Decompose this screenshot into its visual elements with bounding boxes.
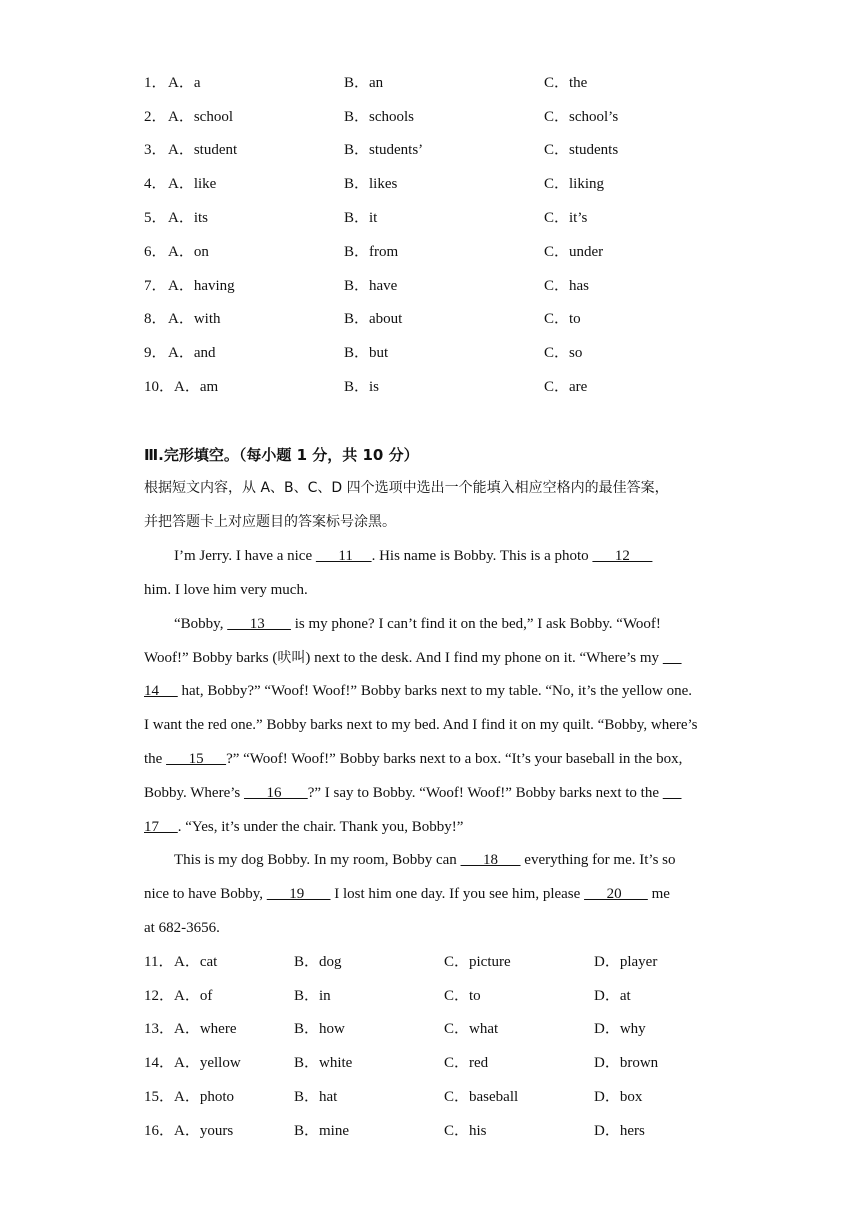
passage-line: Woof!” Bobby barks (吠叫) next to the desk. And I find my phone on it. “Where’s my — [144, 648, 719, 668]
blank-14-start — [663, 650, 682, 666]
option-a: A．student — [168, 142, 238, 158]
option-b: B．an — [344, 75, 384, 91]
passage-line: nice to have Bobby, 19 I lost him one day. If you see him, please 20 me — [144, 886, 670, 902]
blank-13: 13 — [227, 616, 291, 632]
option-a: A．photo — [174, 1089, 235, 1105]
question-number: 16． — [144, 1123, 175, 1139]
question-number: 13． — [144, 1021, 175, 1037]
option-d: D．box — [594, 1089, 643, 1105]
question-number: 7． — [144, 278, 167, 294]
option-b: B．but — [344, 345, 389, 361]
option-b: B．likes — [344, 176, 398, 192]
option-c: C．his — [444, 1123, 487, 1139]
passage-line: I want the red one.” Bobby barks next to my bed. And I find it on my quilt. “Bobby, where’s — [144, 717, 698, 733]
question-number: 5． — [144, 210, 167, 226]
option-c: C．what — [444, 1021, 499, 1037]
option-b: B．it — [344, 210, 378, 226]
blank-17-start — [663, 785, 682, 801]
passage-line: Bobby. Where’s 16 ?” I say to Bobby. “Woof! Woof!” Bobby barks next to the — [144, 783, 719, 803]
question-number: 12． — [144, 988, 175, 1004]
option-a: A．with — [168, 311, 221, 327]
option-c: C．the — [544, 75, 588, 91]
passage-line: 14 hat, Bobby?” “Woof! Woof!” Bobby barks next to my table. “No, it’s the yellow one. — [144, 683, 693, 699]
option-a: A．am — [174, 379, 219, 395]
option-c: C．liking — [544, 176, 605, 192]
option-a: A．school — [168, 109, 233, 125]
option-a: A．cat — [174, 954, 218, 970]
blank-14: 14 — [144, 683, 178, 699]
option-b: B．have — [344, 278, 398, 294]
option-c: C．under — [544, 244, 604, 260]
section-title: Ⅲ.完形填空。（每小题 1 分，共 10 分） — [144, 446, 419, 464]
option-b: B．students’ — [344, 142, 424, 158]
option-c: C．has — [544, 278, 590, 294]
question-number: 8． — [144, 311, 167, 327]
passage-line: the 15 ?” “Woof! Woof!” Bobby barks next to a box. “It’s your baseball in the box, — [144, 751, 683, 767]
option-b: B．in — [294, 988, 331, 1004]
passage-line: I’m Jerry. I have a nice 11 . His name is Bobby. This is a photo 12 — [174, 548, 653, 564]
option-a: A．on — [168, 244, 209, 260]
question-number: 6． — [144, 244, 167, 260]
option-b: B．mine — [294, 1123, 349, 1139]
question-number: 11． — [144, 954, 174, 970]
option-d: D．why — [594, 1021, 646, 1037]
option-d: D．brown — [594, 1055, 659, 1071]
option-c: C．are — [544, 379, 588, 395]
blank-11: 11 — [315, 548, 372, 564]
question-number: 9． — [144, 345, 167, 361]
option-b: B．from — [344, 244, 399, 260]
option-a: A．and — [168, 345, 216, 361]
option-c: C．so — [544, 345, 583, 361]
option-a: A．of — [174, 988, 213, 1004]
option-d: D．hers — [594, 1123, 645, 1139]
option-c: C．to — [544, 311, 581, 327]
blank-16: 16 — [243, 785, 308, 801]
option-a: A．a — [168, 75, 201, 91]
blank-15: 15 — [166, 751, 227, 767]
option-d: D．at — [594, 988, 631, 1004]
instruction-line-1: 根据短文内容，从 A、B、C、D 四个选项中选出一个能填入相应空格内的最佳答案， — [144, 480, 669, 496]
option-a: A．like — [168, 176, 217, 192]
option-b: B．hat — [294, 1089, 338, 1105]
option-a: A．having — [168, 278, 235, 294]
blank-18: 18 — [460, 852, 521, 868]
option-c: C．to — [444, 988, 481, 1004]
option-c: C．picture — [444, 954, 511, 970]
blank-20: 20 — [584, 886, 648, 902]
option-b: B．dog — [294, 954, 342, 970]
passage-line: at 682-3656. — [144, 920, 220, 936]
blank-19: 19 — [266, 886, 331, 902]
option-c: C．school’s — [544, 109, 619, 125]
passage-line: 17 . “Yes, it’s under the chair. Thank you, Bobby!” — [144, 819, 464, 835]
passage-line: “Bobby, 13 is my phone? I can’t find it on the bed,” I ask Bobby. “Woof! — [174, 616, 661, 632]
blank-12: 12 — [592, 548, 653, 564]
question-number: 3． — [144, 142, 167, 158]
option-c: C．baseball — [444, 1089, 519, 1105]
question-number: 14． — [144, 1055, 175, 1071]
question-number: 10． — [144, 379, 175, 395]
option-b: B．is — [344, 379, 380, 395]
instruction-line-2: 并把答题卡上对应题目的答案标号涂黑。 — [144, 514, 396, 530]
question-number: 4． — [144, 176, 167, 192]
option-b: B．about — [344, 311, 403, 327]
option-b: B．how — [294, 1021, 345, 1037]
option-b: B．white — [294, 1055, 353, 1071]
option-c: C．students — [544, 142, 619, 158]
option-a: A．yours — [174, 1123, 234, 1139]
option-b: B．schools — [344, 109, 415, 125]
blank-17: 17 — [144, 819, 178, 835]
option-a: A．yellow — [174, 1055, 241, 1071]
option-c: C．it’s — [544, 210, 588, 226]
option-d: D．player — [594, 954, 658, 970]
option-a: A．where — [174, 1021, 237, 1037]
passage-line: him. I love him very much. — [144, 582, 308, 598]
passage-line: This is my dog Bobby. In my room, Bobby can 18 everything for me. It’s so — [174, 852, 676, 868]
question-number: 15． — [144, 1089, 175, 1105]
option-c: C．red — [444, 1055, 489, 1071]
question-number: 1． — [144, 75, 167, 91]
option-a: A．its — [168, 210, 209, 226]
question-number: 2． — [144, 109, 167, 125]
